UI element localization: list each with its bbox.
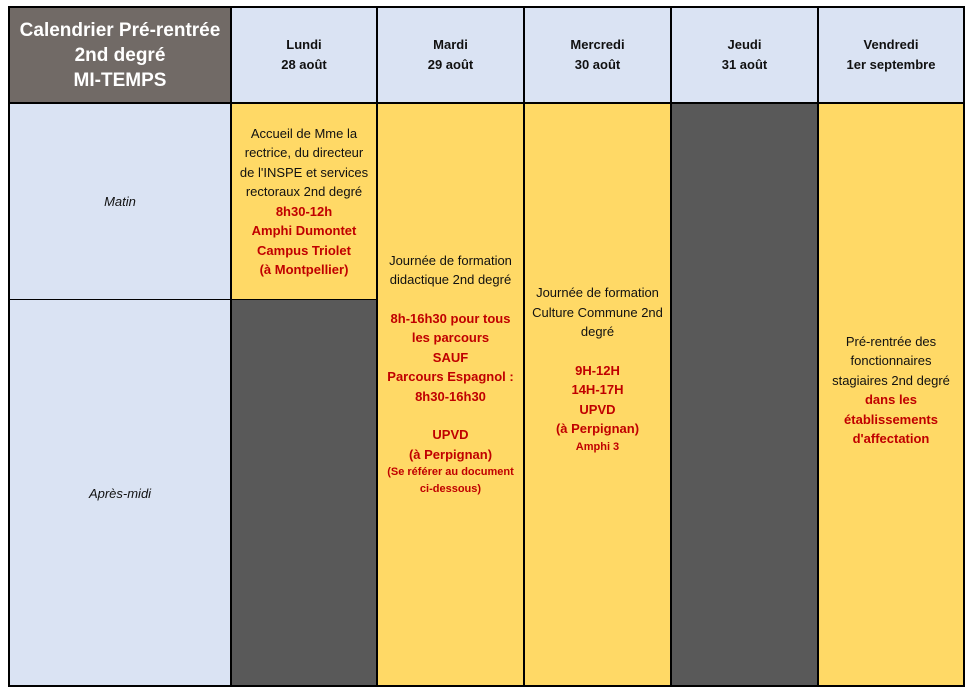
border-col-3: [523, 6, 525, 687]
table-title: [9, 7, 231, 103]
lundi-text-3: de l'INSPE et services: [239, 164, 369, 180]
mardi-red-1: 8h-16h30 pour tous: [390, 310, 511, 326]
title-line-3: MI-TEMPS: [73, 69, 167, 91]
border-top: [8, 6, 965, 8]
mardi-city: (à Perpignan): [408, 446, 493, 462]
day-date: 30 août: [574, 57, 621, 72]
title-line-2: 2nd degré: [74, 44, 166, 66]
mardi-red-3: SAUF: [432, 349, 469, 365]
vendredi-text-1: Pré-rentrée des: [845, 333, 937, 349]
border-right: [963, 6, 965, 687]
mercredi-text-2: Culture Commune 2nd: [532, 304, 663, 320]
day-name: Lundi: [286, 37, 322, 52]
lundi-campus: Campus Triolet: [257, 242, 351, 258]
border-col-4: [670, 6, 672, 687]
mardi-red-5: 8h30-16h30: [415, 388, 486, 404]
row-label-morning: [9, 103, 231, 300]
border-left: [8, 6, 10, 687]
day-date: 29 août: [427, 57, 474, 72]
border-morning-lundi: [8, 299, 378, 300]
row-label-text: Matin: [104, 194, 136, 209]
mardi-red-4: Parcours Espagnol :: [387, 369, 514, 385]
day-date: 1er septembre: [846, 57, 936, 72]
mercredi-location: UPVD: [579, 401, 616, 417]
day-name: Mardi: [433, 37, 468, 52]
mardi-text-1: Journée de formation: [389, 252, 512, 268]
mercredi-content: [532, 283, 663, 456]
mardi-cell: [377, 103, 524, 686]
lundi-text-4: rectoraux 2nd degré: [245, 184, 363, 199]
mardi-red-2: les parcours: [411, 330, 490, 346]
vendredi-content: [832, 332, 950, 449]
mardi-text-2: didactique 2nd degré: [389, 272, 512, 288]
border-col-1: [230, 6, 232, 687]
day-name: Vendredi: [863, 37, 919, 52]
mercredi-room: Amphi 3: [575, 440, 620, 453]
border-col-2: [376, 6, 378, 687]
jeudi-empty: [671, 103, 818, 686]
vendredi-cell: [818, 103, 964, 686]
mardi-note-1: (Se référer au document: [387, 466, 514, 479]
border-bottom: [8, 685, 965, 687]
day-name: Mercredi: [570, 37, 625, 52]
vendredi-red-3: d'affectation: [852, 431, 930, 446]
day-date: 28 août: [281, 57, 327, 72]
mercredi-cell: [524, 103, 671, 686]
header-lundi: [231, 7, 377, 103]
vendredi-red-1: dans les: [864, 392, 918, 407]
header-mardi: [377, 7, 524, 103]
lundi-text-2: rectrice, du directeur: [244, 145, 364, 160]
mercredi-text-1: Journée de formation: [536, 285, 659, 301]
mercredi-text-3: degré: [580, 324, 615, 340]
row-label-afternoon: [9, 300, 231, 686]
lundi-text-1: Accueil de Mme la: [250, 125, 358, 141]
day-date: 31 août: [721, 57, 768, 72]
lundi-afternoon-empty: [231, 300, 377, 686]
header-jeudi: [671, 7, 818, 103]
title-line-1: Calendrier Pré-rentrée: [19, 19, 221, 41]
row-label-text: Après-midi: [88, 485, 152, 501]
border-header-bottom: [8, 102, 965, 104]
lundi-time: 8h30-12h: [275, 203, 333, 219]
lundi-morning-cell: [231, 103, 377, 300]
lundi-city: (à Montpellier): [259, 262, 349, 277]
mardi-note-2: ci-dessous): [419, 483, 482, 496]
mardi-content: [387, 251, 514, 499]
mercredi-city: (à Perpignan): [555, 421, 640, 437]
vendredi-text-2: fonctionnaires: [850, 353, 932, 368]
border-col-5: [817, 6, 819, 687]
header-mercredi: [524, 7, 671, 103]
day-name: Jeudi: [727, 37, 762, 52]
vendredi-red-2: établissements: [844, 411, 938, 427]
vendredi-text-3: stagiaires 2nd degré: [832, 372, 950, 388]
lundi-room: Amphi Dumontet: [251, 223, 357, 238]
mercredi-red-2: 14H-17H: [571, 382, 624, 398]
header-vendredi: [818, 7, 964, 103]
mercredi-red-1: 9H-12H: [575, 362, 620, 378]
mardi-location: UPVD: [432, 427, 469, 443]
